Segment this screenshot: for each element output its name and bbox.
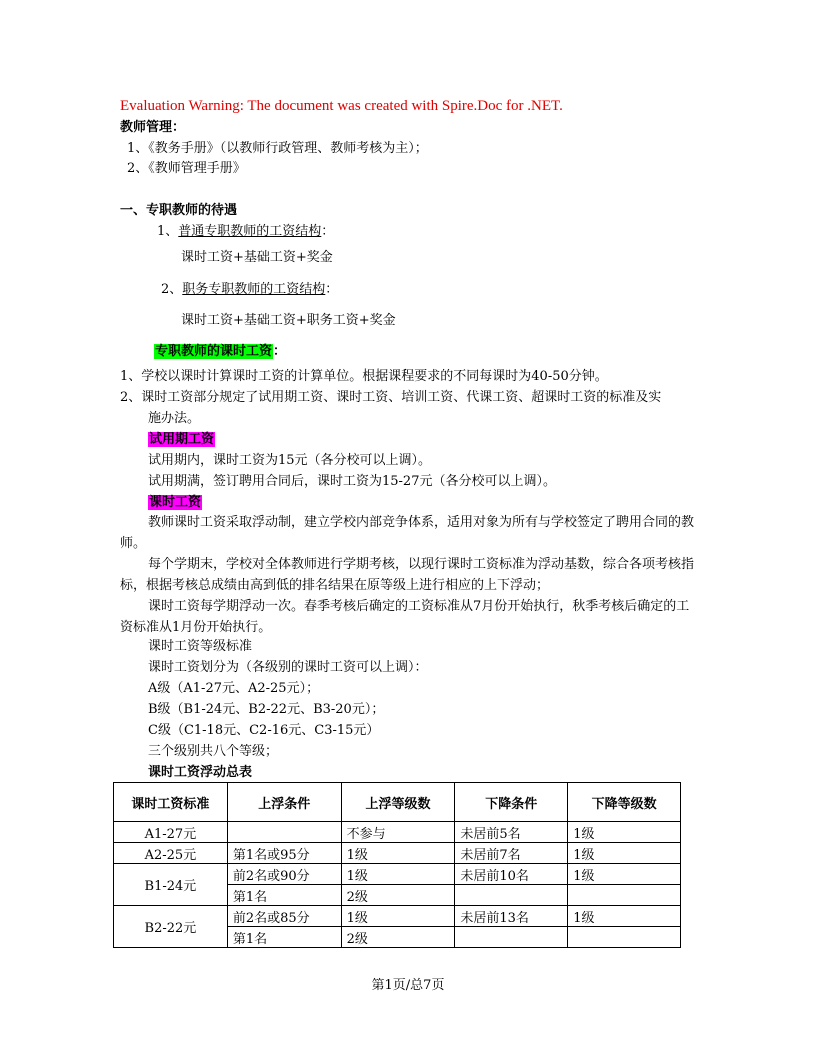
- cell-raise-levels: 2级: [341, 885, 455, 906]
- salary-structure-2-number: 2、: [161, 282, 183, 297]
- hourly-wage-colon: ：: [273, 344, 287, 359]
- cell-drop-levels: [568, 885, 681, 906]
- hourly-wage-highlight: 专职教师的课时工资: [155, 344, 273, 359]
- cell-drop-levels: 1级: [568, 843, 681, 864]
- grade-total: 三个级别共八个等级；: [148, 744, 279, 759]
- lesson-wage-para-1: 教师课时工资采取浮动制，建立学校内部竞争体系，适用对象为所有与学校签定了聘用合同的教师。: [120, 515, 695, 551]
- salary-formula-1: 课时工资+基础工资+奖金: [181, 250, 333, 265]
- cell-drop-levels: 1级: [568, 864, 681, 885]
- hourly-point-2-continued: 施办法。: [148, 411, 201, 426]
- cell-raise-condition: 前2名或90分: [227, 864, 341, 885]
- cell-wage-standard: A2-25元: [114, 843, 228, 864]
- salary-structure-2-colon: ：: [325, 282, 339, 297]
- salary-structure-1-number: 1、: [157, 224, 179, 239]
- section-heading: 一、专职教师的待遇: [120, 203, 238, 218]
- table-row: [114, 822, 681, 843]
- cell-raise-levels: 2级: [341, 927, 455, 948]
- lesson-wage-label-wrap: [148, 494, 202, 512]
- header-drop-levels: 下降等级数: [568, 783, 681, 822]
- table-row: [114, 906, 681, 927]
- grade-c: C级（C1-18元、C2-16元、C3-15元）: [148, 723, 380, 738]
- cell-drop-levels: 1级: [568, 822, 681, 843]
- probation-line-2: 试用期满，签订聘用合同后，课时工资为15-27元（各分校可以上调）。: [148, 474, 556, 489]
- salary-formula-2: 课时工资+基础工资+职务工资+奖金: [181, 313, 396, 328]
- cell-wage-standard: B1-24元: [114, 864, 228, 906]
- cell-wage-standard: A1-27元: [114, 822, 228, 843]
- cell-drop-condition: 未居前7名: [455, 843, 568, 864]
- hourly-wage-heading: [154, 343, 286, 361]
- cell-drop-condition: 未居前5名: [455, 822, 568, 843]
- evaluation-warning: Evaluation Warning: The document was created with Spire.Doc for .NET.: [120, 98, 563, 114]
- cell-raise-condition: 第1名: [227, 927, 341, 948]
- float-table-title: 课时工资浮动总表: [148, 765, 253, 780]
- grade-standard-title: 课时工资等级标准: [148, 639, 253, 654]
- salary-structure-1-label: 普通专职教师的工资结构: [178, 224, 322, 239]
- hourly-point-2: 2、课时工资部分规定了试用期工资、课时工资、培训工资、代课工资、超课时工资的标准及实: [120, 390, 662, 405]
- cell-drop-condition: 未居前13名: [455, 906, 568, 927]
- cell-drop-condition: [455, 885, 568, 906]
- lesson-wage-label: 课时工资: [149, 495, 202, 510]
- intro-item-1: 1、《教务手册》（以教师行政管理、教师考核为主）；: [127, 141, 428, 156]
- cell-raise-condition: 第1名: [227, 885, 341, 906]
- table-row: [114, 864, 681, 885]
- table-row: [114, 843, 681, 864]
- probation-label: 试用期工资: [149, 432, 215, 447]
- grade-intro: 课时工资划分为（各级别的课时工资可以上调）：: [148, 660, 428, 675]
- salary-structure-2: [161, 281, 338, 299]
- cell-raise-levels: 1级: [341, 864, 455, 885]
- cell-drop-levels: 1级: [568, 906, 681, 927]
- cell-raise-condition: 前2名或85分: [227, 906, 341, 927]
- cell-drop-condition: [455, 927, 568, 948]
- hourly-point-1: 1、学校以课时计算课时工资的计算单位。根据课程要求的不同每课时为40-50分钟。: [120, 369, 608, 384]
- header-raise-levels: 上浮等级数: [341, 783, 455, 822]
- cell-raise-condition: [227, 822, 341, 843]
- cell-raise-levels: 1级: [341, 843, 455, 864]
- grade-b: B级（B1-24元、B2-22元、B3-20元）；: [148, 702, 385, 717]
- lesson-wage-para-2: 每个学期末，学校对全体教师进行学期考核，以现行课时工资标准为浮动基数，综合各项考核指标，根据考核总成绩由高到低的排名结果在原等级上进行相应的上下浮动；: [120, 557, 695, 593]
- cell-wage-standard: B2-22元: [114, 906, 228, 948]
- header-wage-standard: 课时工资标准: [114, 783, 228, 822]
- lesson-wage-para-3: 课时工资每学期浮动一次。春季考核后确定的工资标准从7月份开始执行，秋季考核后确定的工资标准从1月份开始执行。: [120, 599, 690, 635]
- table-header-row: [114, 783, 681, 822]
- cell-drop-condition: 未居前10名: [455, 864, 568, 885]
- salary-structure-1-colon: ：: [321, 224, 335, 239]
- salary-structure-1: [157, 223, 334, 241]
- probation-line-1: 试用期内，课时工资为15元（各分校可以上调）。: [148, 453, 432, 468]
- cell-raise-levels: 不参与: [341, 822, 455, 843]
- intro-heading: 教师管理：: [120, 120, 186, 135]
- cell-drop-levels: [568, 927, 681, 948]
- cell-raise-levels: 1级: [341, 906, 455, 927]
- header-raise-condition: 上浮条件: [227, 783, 341, 822]
- page-footer: 第1页/总7页: [371, 978, 445, 993]
- grade-a: A级（A1-27元、A2-25元）；: [148, 681, 320, 696]
- probation-label-wrap: [148, 431, 215, 449]
- intro-item-2: 2、《教师管理手册》: [127, 161, 246, 176]
- wage-float-table: [113, 782, 681, 948]
- salary-structure-2-label: 职务专职教师的工资结构: [182, 282, 326, 297]
- header-drop-condition: 下降条件: [455, 783, 568, 822]
- cell-raise-condition: 第1名或95分: [227, 843, 341, 864]
